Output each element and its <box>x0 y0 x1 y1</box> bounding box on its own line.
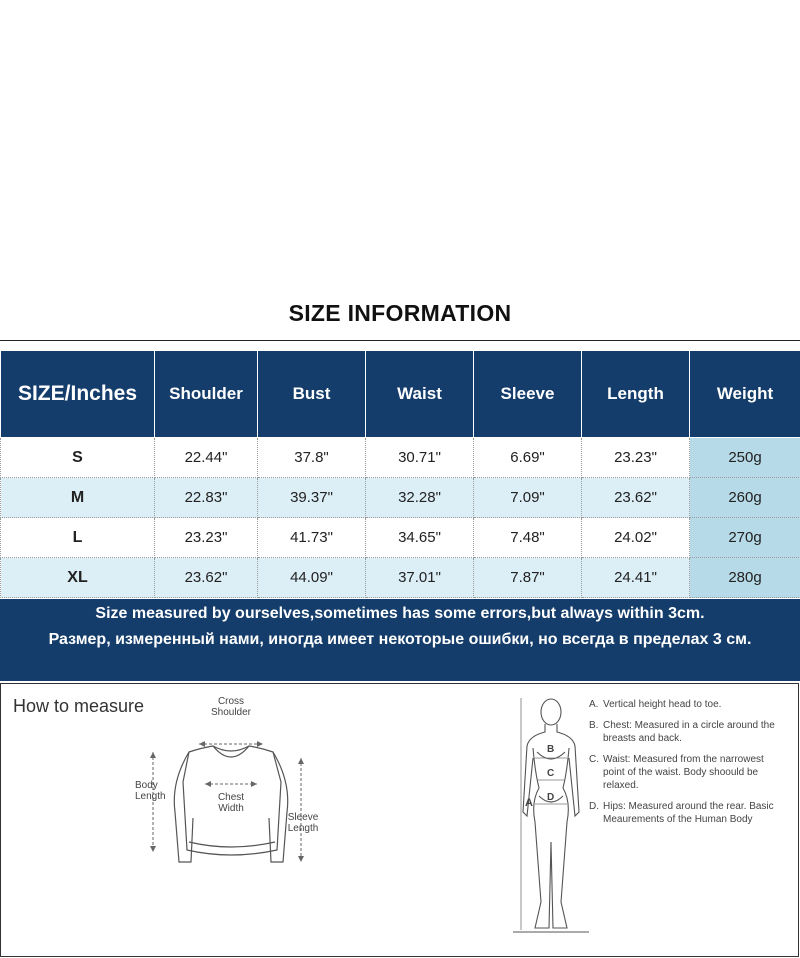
human-body-icon <box>511 692 591 952</box>
bust-cell: 37.8" <box>258 438 366 478</box>
bust-cell: 41.73" <box>258 518 366 558</box>
note-item: B. Chest: Measured in a circle around the breasts and back. <box>589 720 775 744</box>
how-to-measure-panel <box>0 683 799 957</box>
page-title: SIZE INFORMATION <box>288 300 512 326</box>
notice-russian: Размер, измеренный нами, иногда имеет некоторые ошибки, но всегда в пределах 3 см. <box>48 631 752 648</box>
header-size: SIZE/Inches <box>1 351 155 438</box>
table-row <box>1 558 800 598</box>
shoulder-cell: 23.23" <box>155 518 258 558</box>
body-length-label: Body Length <box>135 780 166 802</box>
weight-cell: 260g <box>690 478 800 518</box>
figure-letter-c: C <box>547 768 555 779</box>
sweater-diagram <box>131 696 331 882</box>
weight-cell: 270g <box>690 518 800 558</box>
title-divider <box>0 340 800 341</box>
size-cell: M <box>1 478 155 518</box>
weight-cell: 250g <box>690 438 800 478</box>
waist-cell: 30.71" <box>366 438 474 478</box>
waist-cell: 32.28" <box>366 478 474 518</box>
shoulder-cell: 22.44" <box>155 438 258 478</box>
notice-english: Size measured by ourselves,sometimes has some errors,but always within 3cm. <box>95 605 705 622</box>
cross-shoulder-label: Cross Shoulder <box>210 696 252 718</box>
measurement-notice <box>0 599 800 681</box>
waist-cell: 34.65" <box>366 518 474 558</box>
size-cell: S <box>1 438 155 478</box>
note-item: D. Hips: Measured around the rear. Basic Meaurements of the Human Body <box>589 801 774 825</box>
length-cell: 24.02" <box>582 518 690 558</box>
table-row <box>1 518 800 558</box>
chest-width-label: Chest Width <box>217 792 245 814</box>
note-item: C. Waist: Measured from the narrowest point of the waist. Body shoould be relaxed. <box>589 754 764 791</box>
length-cell: 23.23" <box>582 438 690 478</box>
sleeve-cell: 7.87" <box>474 558 582 598</box>
weight-cell: 280g <box>690 558 800 598</box>
table-row <box>1 438 800 478</box>
note-item: A. Vertical height head to toe. <box>589 699 722 710</box>
measurement-notes <box>589 698 789 834</box>
sleeve-cell: 7.09" <box>474 478 582 518</box>
shoulder-cell: 22.83" <box>155 478 258 518</box>
body-figure <box>511 692 591 952</box>
table-row <box>1 478 800 518</box>
figure-letter-a: A <box>525 797 533 809</box>
header-length: Length <box>582 351 690 438</box>
sleeve-cell: 6.69" <box>474 438 582 478</box>
length-cell: 24.41" <box>582 558 690 598</box>
header-bust: Bust <box>258 351 366 438</box>
size-cell: XL <box>1 558 155 598</box>
size-table <box>0 350 800 598</box>
table-header-row <box>1 351 800 438</box>
sleeve-length-label: Sleeve Length <box>287 812 319 834</box>
shoulder-cell: 23.62" <box>155 558 258 598</box>
figure-letter-d: D <box>547 792 555 803</box>
header-weight: Weight <box>690 351 800 438</box>
header-shoulder: Shoulder <box>155 351 258 438</box>
size-cell: L <box>1 518 155 558</box>
waist-cell: 37.01" <box>366 558 474 598</box>
how-to-measure-title: How to measure <box>13 696 145 716</box>
bust-cell: 39.37" <box>258 478 366 518</box>
bust-cell: 44.09" <box>258 558 366 598</box>
sleeve-cell: 7.48" <box>474 518 582 558</box>
header-waist: Waist <box>366 351 474 438</box>
length-cell: 23.62" <box>582 478 690 518</box>
figure-letter-b: B <box>547 744 555 755</box>
header-sleeve: Sleeve <box>474 351 582 438</box>
